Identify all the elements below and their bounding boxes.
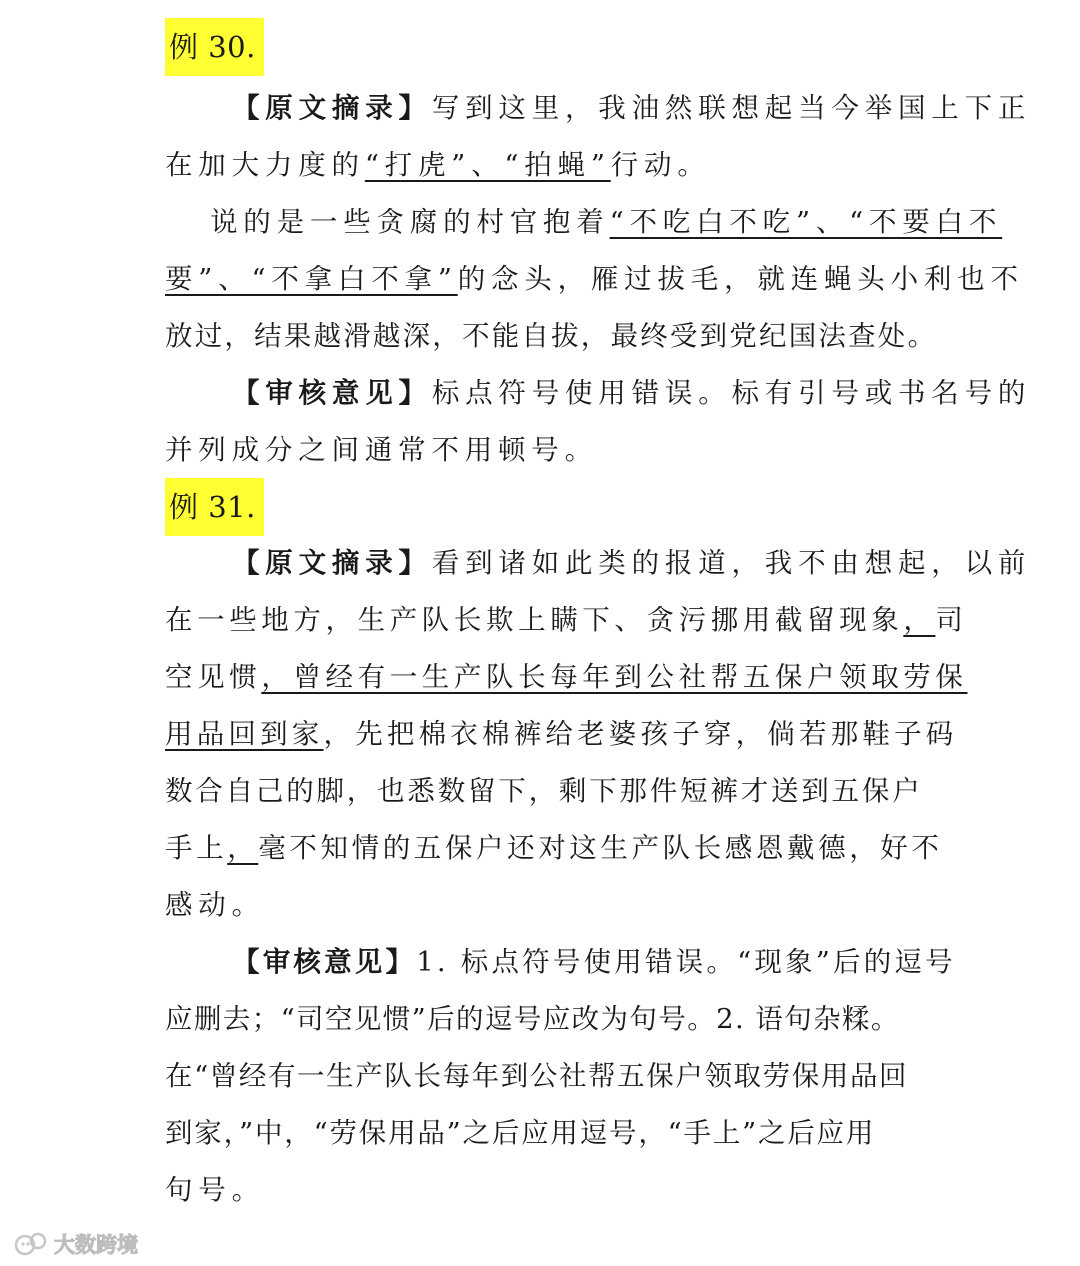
ex31-underlined-text: ， xyxy=(903,604,936,636)
ex30-text: 在加大力度的 xyxy=(165,149,365,181)
ex31-review-line-5: 句号。 xyxy=(165,1174,265,1206)
watermark xyxy=(14,1226,138,1262)
ex31-text: 在一些地方，生产队长欺上瞒下、贪污挪用截留现象 xyxy=(165,604,904,636)
ex31-text: 司 xyxy=(935,604,968,636)
ex31-original-line-4 xyxy=(165,706,958,762)
ex31-original-line-1 xyxy=(232,535,1032,591)
ex31-underlined-text: ， xyxy=(227,832,259,864)
ex30-original-line-5: 放过，结果越滑越深，不能自拔，最终受到党纪国法查处。 xyxy=(165,320,938,352)
ex31-text: 1. 标点符号使用错误。“现象”后的逗号 xyxy=(416,946,956,978)
ex30-review-line-2: 并列成分之间通常不用顿号。 xyxy=(165,434,598,466)
ex31-underlined-text: 用品回到家 xyxy=(165,718,324,750)
ex31-review-tag: 【审核意见】 xyxy=(232,946,417,978)
watermark-text: 大数跨境 xyxy=(54,1233,138,1257)
ex30-underlined-text: “打虎”、“拍蝇” xyxy=(364,149,611,181)
ex31-review-line-4: 到家，”中，“劳保用品”之后应用逗号，“手上”之后应用 xyxy=(165,1117,876,1149)
ex31-review-line-2: 应删去；“司空见惯”后的逗号应改为句号。2. 语句杂糅。 xyxy=(165,1003,900,1035)
ex31-original-tag: 【原文摘录】 xyxy=(232,547,432,579)
ex30-original-tag: 【原文摘录】 xyxy=(232,92,432,124)
ex31-text: ，先把棉衣棉裤给老婆孩子穿，倘若那鞋子码 xyxy=(323,718,958,750)
ex30-text: 写到这里，我油然联想起当今举国上下正 xyxy=(431,92,1032,124)
ex30-text: 的念头，雁过拔毛，就连蝇头小利也不 xyxy=(457,263,1024,295)
ex30-text: 标点符号使用错误。标有引号或书名号的 xyxy=(431,377,1032,409)
ex30-review-line-1 xyxy=(232,365,1032,421)
ex30-review-tag: 【审核意见】 xyxy=(232,377,432,409)
ex31-text: 空见惯 xyxy=(165,661,262,693)
ex31-original-line-2 xyxy=(165,592,968,648)
ex31-original-line-3 xyxy=(165,649,968,705)
ex30-original-line-1 xyxy=(232,80,1032,136)
ex31-text: 看到诸如此类的报道，我不由想起，以前 xyxy=(431,547,1032,579)
ex30-original-line-4 xyxy=(165,251,1024,307)
ex31-original-line-6 xyxy=(165,820,943,876)
ex30-text: 说的是一些贪腐的村官抱着 xyxy=(210,206,610,238)
ex30-underlined-text: 要”、“不拿白不拿” xyxy=(165,263,458,295)
ex31-review-line-3: 在“曾经有一生产队长每年到公社帮五保户领取劳保用品回 xyxy=(165,1060,909,1092)
ex31-text: 手上 xyxy=(165,832,228,864)
ex31-original-line-5: 数合自己的脚，也悉数留下，剩下那件短裤才送到五保户 xyxy=(165,775,923,807)
ex31-original-line-7: 感动。 xyxy=(165,889,265,921)
ex31-underlined-text: ，曾经有一生产队长每年到公社帮五保户领取劳保 xyxy=(261,661,968,693)
ex30-underlined-text: “不吃白不吃”、“不要白不 xyxy=(609,206,1003,238)
ex30-original-line-3 xyxy=(210,194,1003,250)
ex31-text: 毫不知情的五保户还对这生产队长感恩戴德，好不 xyxy=(258,832,943,864)
example-30-label: 例 30. xyxy=(165,18,264,76)
ex31-review-line-1 xyxy=(232,934,956,990)
watermark-logo-icon xyxy=(14,1230,48,1258)
ex30-text: 行动。 xyxy=(610,149,711,181)
ex30-original-line-2 xyxy=(165,137,925,193)
example-31-label: 例 31. xyxy=(165,478,264,536)
